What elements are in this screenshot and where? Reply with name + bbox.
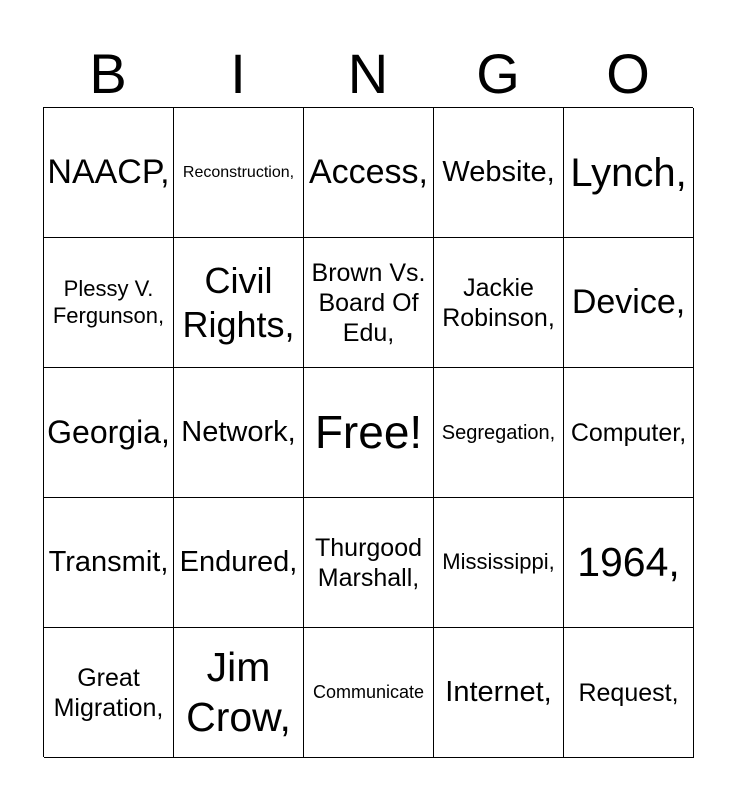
bingo-cell-r5c4[interactable]: Internet, bbox=[434, 628, 564, 758]
bingo-cell-r5c3[interactable]: Communicate bbox=[304, 628, 434, 758]
bingo-cell-r4c5[interactable]: 1964, bbox=[564, 498, 694, 628]
header-letter-o: O bbox=[606, 42, 650, 105]
bingo-cell-r2c3[interactable]: Brown Vs. Board Of Edu, bbox=[304, 238, 434, 368]
bingo-cell-r1c4[interactable]: Website, bbox=[434, 108, 564, 238]
bingo-cell-r3c5[interactable]: Computer, bbox=[564, 368, 694, 498]
bingo-board bbox=[43, 107, 693, 757]
bingo-header bbox=[43, 42, 693, 106]
bingo-cell-r1c2[interactable]: Reconstruction, bbox=[174, 108, 304, 238]
bingo-cell-r1c1[interactable]: NAACP, bbox=[44, 108, 174, 238]
header-letter-i: I bbox=[230, 42, 246, 105]
bingo-cell-r3c1[interactable]: Georgia, bbox=[44, 368, 174, 498]
bingo-cell-r5c5[interactable]: Request, bbox=[564, 628, 694, 758]
bingo-cell-r1c5[interactable]: Lynch, bbox=[564, 108, 694, 238]
bingo-cell-r4c2[interactable]: Endured, bbox=[174, 498, 304, 628]
header-letter-g: G bbox=[476, 42, 520, 105]
bingo-cell-r5c1[interactable]: Great Migration, bbox=[44, 628, 174, 758]
header-letter-b: B bbox=[89, 42, 127, 105]
bingo-cell-r4c1[interactable]: Transmit, bbox=[44, 498, 174, 628]
bingo-cell-r3c2[interactable]: Network, bbox=[174, 368, 304, 498]
bingo-cell-r3c4[interactable]: Segregation, bbox=[434, 368, 564, 498]
bingo-cell-r2c4[interactable]: Jackie Robinson, bbox=[434, 238, 564, 368]
free-space-cell[interactable]: Free! bbox=[304, 368, 434, 498]
bingo-cell-r4c3[interactable]: Thurgood Marshall, bbox=[304, 498, 434, 628]
bingo-cell-r2c2[interactable]: Civil Rights, bbox=[174, 238, 304, 368]
bingo-cell-r2c1[interactable]: Plessy V. Fergunson, bbox=[44, 238, 174, 368]
header-letter-n: N bbox=[347, 42, 389, 105]
bingo-cell-r4c4[interactable]: Mississippi, bbox=[434, 498, 564, 628]
bingo-cell-r1c3[interactable]: Access, bbox=[304, 108, 434, 238]
bingo-cell-r5c2[interactable]: Jim Crow, bbox=[174, 628, 304, 758]
bingo-cell-r2c5[interactable]: Device, bbox=[564, 238, 694, 368]
